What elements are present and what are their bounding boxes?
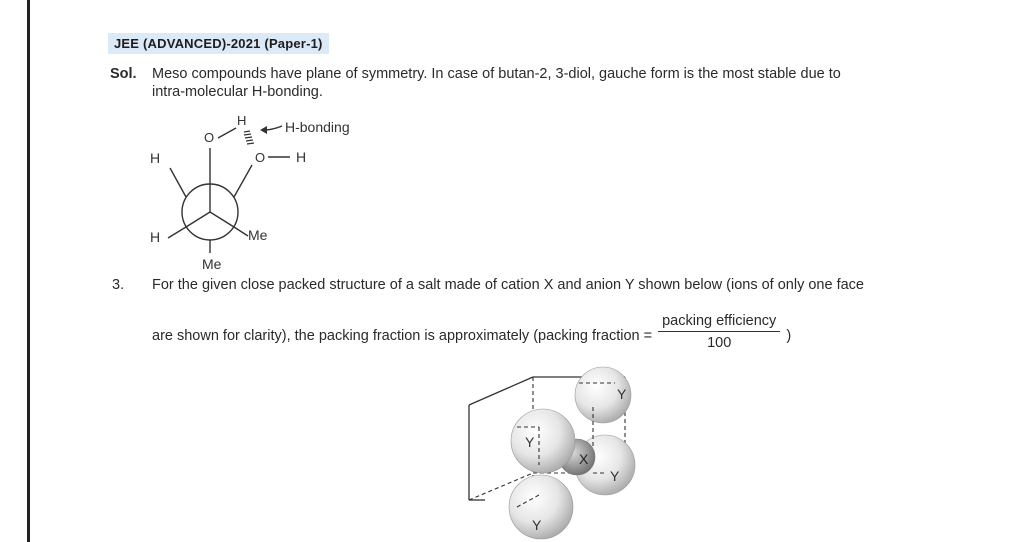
newman-front-me: Me — [202, 256, 222, 272]
h-bond-arrow-head — [260, 126, 267, 134]
newman-atom-h-bridge: H — [237, 113, 247, 128]
label-y-right: Y — [610, 468, 620, 484]
crystal-packing-diagram — [455, 355, 655, 542]
newman-front-h-top: H — [150, 150, 161, 166]
label-y-top-right: Y — [617, 386, 627, 402]
solution-block — [110, 65, 980, 100]
label-y-left: Y — [525, 434, 535, 450]
newman-front-h-bottom: H — [150, 229, 161, 245]
ion-sphere-y-left — [511, 409, 575, 473]
label-x-center: X — [579, 451, 589, 467]
solution-label: Sol. — [110, 66, 137, 82]
newman-rear-me: Me — [248, 227, 268, 243]
solution-text — [152, 65, 982, 101]
solution-text-line1: Meso compounds have plane of symmetry. In case of butan-2, 3-diol, gauche form is the most stable due to — [152, 66, 841, 82]
left-border-rule — [27, 0, 30, 542]
exam-header-tag: JEE (ADVANCED)-2021 (Paper-1) — [108, 33, 329, 54]
newman-atom-o1: O — [204, 130, 215, 145]
newman-atom-h-oh: H — [296, 149, 307, 165]
fraction-denominator: 100 — [707, 335, 732, 351]
question-3-line2-text: are shown for clarity), the packing fraction is approximately (packing fraction = — [152, 327, 653, 344]
question-3-line1: For the given close packed structure of a salt made of cation X and anion Y shown below (ions of only one face — [152, 277, 865, 293]
fraction-numerator: packing efficiency — [658, 312, 780, 332]
solution-text-line2: intra-molecular H-bonding. — [152, 84, 323, 100]
newman-projection-diagram — [140, 108, 380, 273]
question-number: 3. — [112, 277, 125, 293]
newman-atom-o2: O — [255, 150, 266, 165]
packing-fraction-formula — [658, 312, 780, 352]
question-3-line2-close: ) — [786, 327, 792, 344]
label-y-bottom: Y — [532, 517, 542, 533]
question-3-line2 — [152, 313, 982, 356]
h-bonding-label: H-bonding — [285, 119, 350, 135]
